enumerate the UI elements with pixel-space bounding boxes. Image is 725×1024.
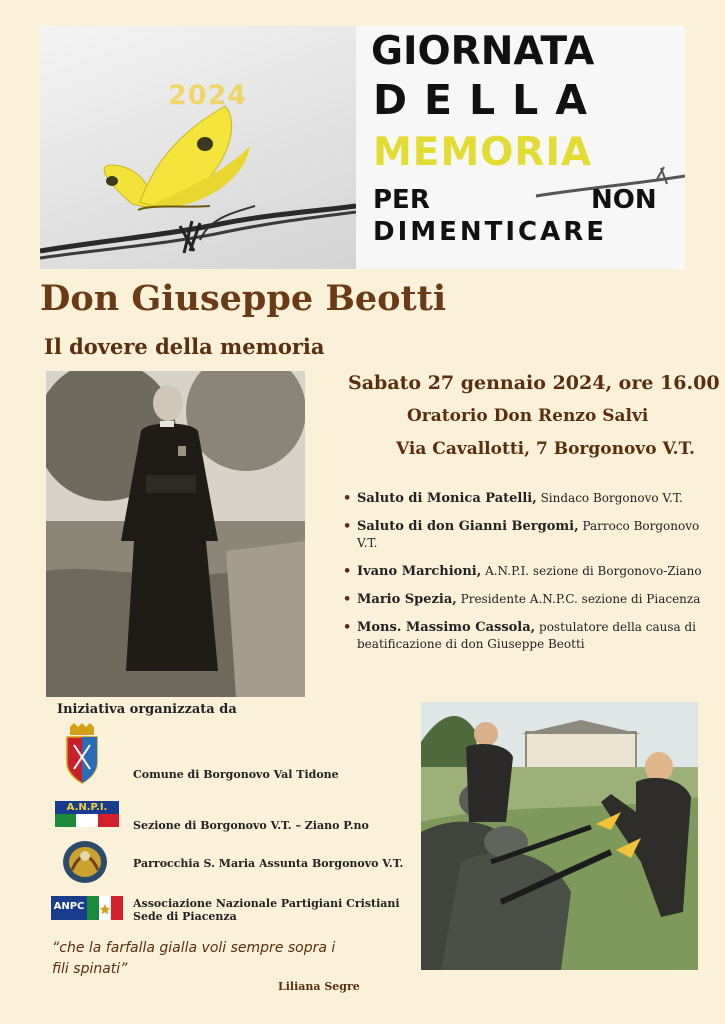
speaker-role: A.N.P.I. sezione di Borgonovo-Ziano [481, 564, 702, 578]
anpc-logo [51, 896, 123, 920]
priest-photo [46, 371, 305, 697]
priest-portrait-image [46, 371, 305, 697]
speaker-name: Saluto di don Gianni Bergomi, [357, 519, 579, 534]
anpi-logo [55, 801, 119, 827]
list-item [343, 518, 713, 552]
speaker-name: Mons. Massimo Cassola, [357, 620, 536, 635]
banner-line-dimenticare: DIMENTICARE [373, 217, 608, 247]
organizer-parrocchia: Parrocchia S. Maria Assunta Borgonovo V.T. [133, 857, 404, 870]
comune-crest-icon [64, 723, 100, 787]
list-item [343, 619, 713, 653]
execution-illustration [421, 702, 698, 970]
speaker-name: Saluto di Monica Patelli, [357, 491, 537, 506]
banner-artwork [40, 26, 356, 269]
butterfly-barbed-wire-illustration [40, 26, 356, 269]
page-subtitle: Il dovere della memoria [44, 334, 325, 359]
organizers-heading: Iniziativa organizzata da [57, 702, 237, 717]
speaker-role: postulatore della causa di beatificazione di don Giuseppe Beotti [357, 620, 697, 651]
anpi-logo-text: A.N.P.I. [66, 802, 108, 813]
speaker-name: Ivano Marchioni, [357, 564, 482, 579]
speakers-list [343, 490, 713, 664]
speaker-name: Mario Spezia, [357, 592, 457, 607]
banner-line-della: DELLA [373, 76, 605, 124]
list-item [343, 563, 713, 580]
page-title: Don Giuseppe Beotti [40, 278, 447, 319]
speaker-role: Presidente A.N.P.C. sezione di Piacenza [456, 592, 701, 606]
list-item [343, 490, 713, 507]
header-banner [40, 26, 685, 269]
banner-line-memoria: MEMORIA [373, 130, 593, 175]
organizer-anpc-seat: Sede di Piacenza [133, 910, 237, 923]
banner-year: 2024 [168, 80, 248, 111]
organizer-anpc: Associazione Nazionale Partigiani Cristiani [133, 897, 400, 910]
historical-scene-image [421, 702, 698, 970]
speaker-role: Sindaco Borgonovo V.T. [536, 491, 683, 505]
organizer-comune: Comune di Borgonovo Val Tidone [133, 768, 339, 781]
banner-line-non: NON [591, 185, 657, 215]
list-item [343, 591, 713, 608]
quote-text: “che la farfalla gialla voli sempre sopra i fili spinati” [52, 940, 336, 977]
speaker-role: Parroco Borgonovo V.T. [357, 519, 700, 550]
event-date-time: Sabato 27 gennaio 2024, ore 16.00 [348, 372, 720, 394]
quote-author: Liliana Segre [278, 980, 360, 993]
banner-line-giornata: GIORNATA [371, 29, 595, 74]
parish-emblem-icon [62, 840, 108, 884]
event-place: Oratorio Don Renzo Salvi [407, 406, 649, 426]
banner-line-per: PER [373, 185, 430, 215]
anpc-logo-text: ANPC [53, 901, 85, 912]
organizer-anpi: Sezione di Borgonovo V.T. – Ziano P.no [133, 819, 369, 832]
event-address: Via Cavallotti, 7 Borgonovo V.T. [396, 439, 695, 459]
